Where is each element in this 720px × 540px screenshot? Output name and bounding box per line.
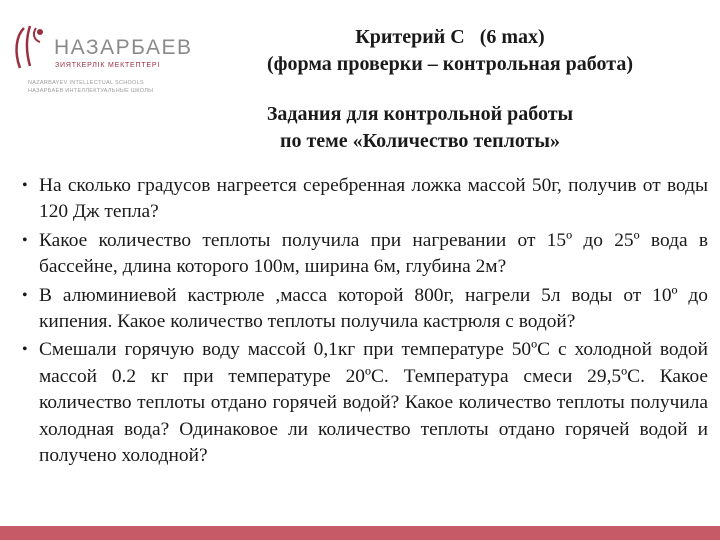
subtitle-line-2: по теме «Количество теплоты» xyxy=(279,130,561,152)
question-text: На сколько градусов нагреется серебренная ложка массой 50г, получив от воды 120 Дж тепла? xyxy=(39,175,708,223)
page-title xyxy=(200,24,700,78)
title-line-1: Критерий С (6 max) xyxy=(355,26,545,48)
question-text: Какое количество теплоты получила при нагревании от 15º до 25º вода в бассейне, длина которого 100м, ширина 6м, глубина 2м? xyxy=(39,229,708,278)
bullet-icon: • xyxy=(22,231,28,249)
logo-subtitle-kz: ЗИЯТКЕРЛІК МЕКТЕПТЕРІ xyxy=(55,62,161,69)
bullet-icon: • xyxy=(22,177,28,194)
question-list xyxy=(22,173,708,471)
logo-subtitle-block xyxy=(28,79,153,95)
logo-subtitle-ru: НАЗАРБАЕВ ИНТЕЛЛЕКТУАЛЬНЫЕ ШКОЛЫ xyxy=(28,88,154,94)
logo-subtitle-en: NAZARBAYEV INTELLECTUAL SCHOOLS xyxy=(28,80,144,86)
title-line-2: (форма проверки – контрольная работа) xyxy=(267,53,633,75)
subtitle-line-1: Задания для контрольной работы xyxy=(266,103,574,125)
bullet-icon: • xyxy=(22,341,28,359)
list-item xyxy=(22,173,708,226)
list-item xyxy=(22,337,708,469)
school-logo xyxy=(10,22,200,102)
bullet-icon: • xyxy=(22,286,28,304)
list-item xyxy=(22,228,708,281)
question-text: Смешали горячую воду массой 0,1кг при температуре 50ºС с холодной водой массой 0.2 кг при температуре 20ºС. Температура смеси 29,5ºС. Какое количество теплоты отдано горячей водой? Какое количество теплоты получила холодная вода? Одинаковое ли количество теплоты отдано горячей водой и получено холодной? xyxy=(39,339,708,467)
page-subtitle xyxy=(180,101,660,155)
footer-bar xyxy=(0,526,720,540)
list-item xyxy=(22,283,708,336)
logo-emblem-icon xyxy=(10,22,54,82)
logo-name: НАЗАРБАЕВ xyxy=(54,36,193,59)
question-text: В алюминиевой кастрюле ,масса которой 800г, нагрели 5л воды от 10º до кипения. Какое количество теплоты получила кастрюля с водой? xyxy=(39,284,708,333)
